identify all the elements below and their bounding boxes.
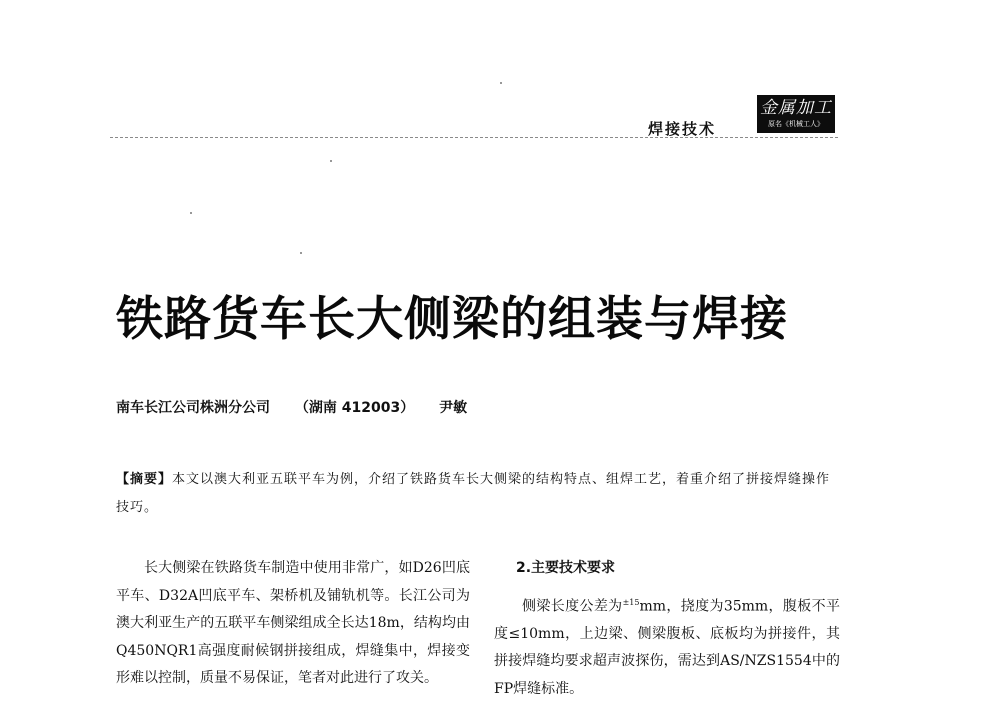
- right-column: [494, 555, 840, 703]
- abstract-label: 【摘要】: [116, 472, 173, 487]
- article-title: 铁路货车长大侧梁的组装与焊接: [116, 292, 788, 347]
- logo-subtext: 原名《机械工人》: [768, 120, 824, 128]
- author-affiliation: 南车长江公司株洲分公司: [116, 400, 270, 416]
- scan-speck: [330, 160, 332, 162]
- abstract: [116, 466, 838, 522]
- tolerance-value: ±15: [622, 597, 640, 607]
- author-name: 尹敏: [439, 400, 468, 416]
- header-rule: [110, 137, 838, 138]
- column-name: 焊接技术: [648, 120, 717, 138]
- body-paragraph: [494, 589, 840, 704]
- logo-text: 金属加工: [760, 98, 832, 118]
- scan-speck: [190, 212, 192, 214]
- body-paragraph: 长大侧梁在铁路货车制造中使用非常广，如D26凹底平车、D32A凹底平车、架桥机及铺轨机等。长江公司为澳大利亚生产的五联平车侧梁组成全长达18m，结构均由Q450NQR1高强度耐候钢拼接组成，焊缝集中，焊接变形难以控制，质量不易保证，笔者对此进行了攻关。: [116, 560, 470, 686]
- scan-speck: [500, 82, 502, 84]
- tolerance-suffix: mm，挠度为35mm，腹板不平度≤10mm，上边梁、侧梁腹板、底板均为拼接件，其拼接焊缝均要求超声波探伤，需达到AS/NZS1554中的FP焊缝标准。: [494, 598, 841, 697]
- abstract-text: 本文以澳大利亚五联平车为例，介绍了铁路货车长大侧梁的结构特点、组焊工艺，着重介绍了拼接焊缝操作技巧。: [116, 472, 831, 515]
- scan-speck: [300, 252, 302, 254]
- author-line: [116, 397, 487, 417]
- left-column: [116, 555, 470, 693]
- tolerance-prefix: 侧梁长度公差为: [522, 598, 623, 615]
- section-heading: 2.主要技术要求: [516, 560, 616, 576]
- author-location: （湖南 412003）: [294, 400, 415, 416]
- journal-logo: [757, 95, 835, 133]
